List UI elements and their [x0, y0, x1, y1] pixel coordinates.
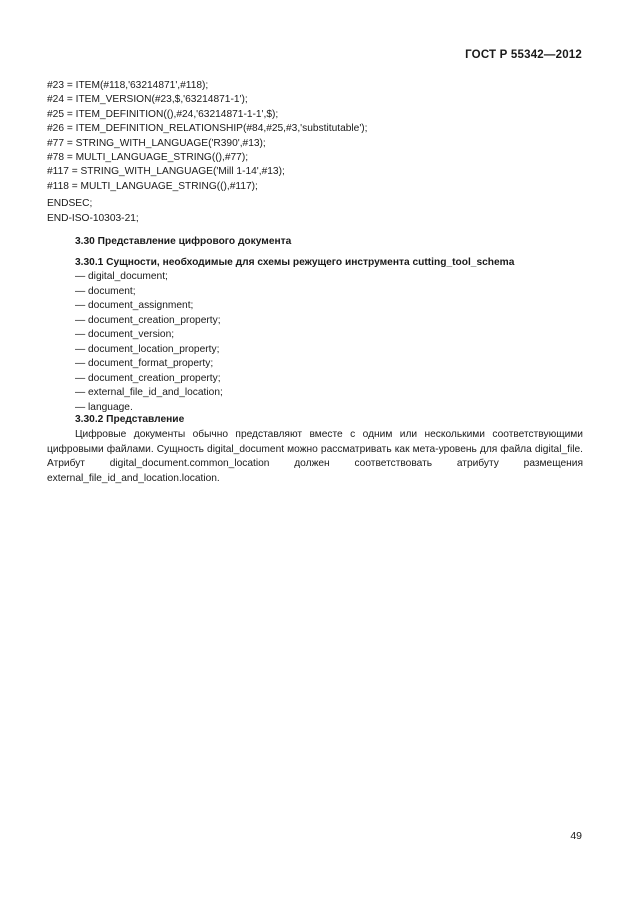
- section-heading: 3.30 Представление цифрового документа: [75, 236, 292, 247]
- code-line: #117 = STRING_WITH_LANGUAGE('Mill 1-14',#13);: [47, 166, 285, 178]
- code-block: [47, 79, 587, 226]
- list-item: — external_file_id_and_location;: [75, 387, 223, 398]
- document-header: ГОСТ Р 55342—2012: [465, 49, 582, 61]
- code-line: END-ISO-10303-21;: [47, 212, 139, 224]
- list-item: — document_location_property;: [75, 343, 220, 355]
- subsection-heading: 3.30.2 Представление: [75, 414, 185, 425]
- list-item: — document_creation_property;: [75, 314, 221, 326]
- list-item: — language.: [75, 401, 133, 413]
- code-line: #25 = ITEM_DEFINITION((),#24,'63214871-1-1',$);: [47, 108, 279, 120]
- code-line: #77 = STRING_WITH_LANGUAGE('R390',#13);: [47, 137, 266, 149]
- code-line: #26 = ITEM_DEFINITION_RELATIONSHIP(#84,#25,#3,'substitutable');: [47, 123, 368, 135]
- subsection-heading: 3.30.1 Сущности, необходимые для схемы режущего инструмента cutting_tool_schema: [75, 257, 515, 268]
- list-item: — document_format_property;: [75, 358, 214, 369]
- page-number: 49: [570, 830, 582, 842]
- list-item: — document_version;: [75, 329, 175, 340]
- entity-list: [75, 270, 223, 415]
- list-item: — document_assignment;: [75, 300, 194, 311]
- code-line: #118 = MULTI_LANGUAGE_STRING((),#117);: [47, 180, 258, 192]
- list-item: — document_creation_property;: [75, 372, 221, 384]
- list-item: — document;: [75, 285, 136, 297]
- code-line: #78 = MULTI_LANGUAGE_STRING((),#77);: [47, 152, 249, 164]
- body-paragraph: Цифровые документы обычно представляют вместе с одним или несколькими соответствующими цифровыми файлами. Сущность digital_document можно рассматривать как мета-уровень для файла digital_file. Атрибут digital_document.common_location должен соответствовать атрибуту размещения external_file_id_and_location.location.: [47, 429, 583, 484]
- code-line: #23 = ITEM(#118,'63214871',#118);: [47, 80, 209, 91]
- code-line: #24 = ITEM_VERSION(#23,$,'63214871-1');: [47, 94, 248, 106]
- list-item: — digital_document;: [75, 271, 168, 282]
- code-line: ENDSEC;: [47, 198, 93, 210]
